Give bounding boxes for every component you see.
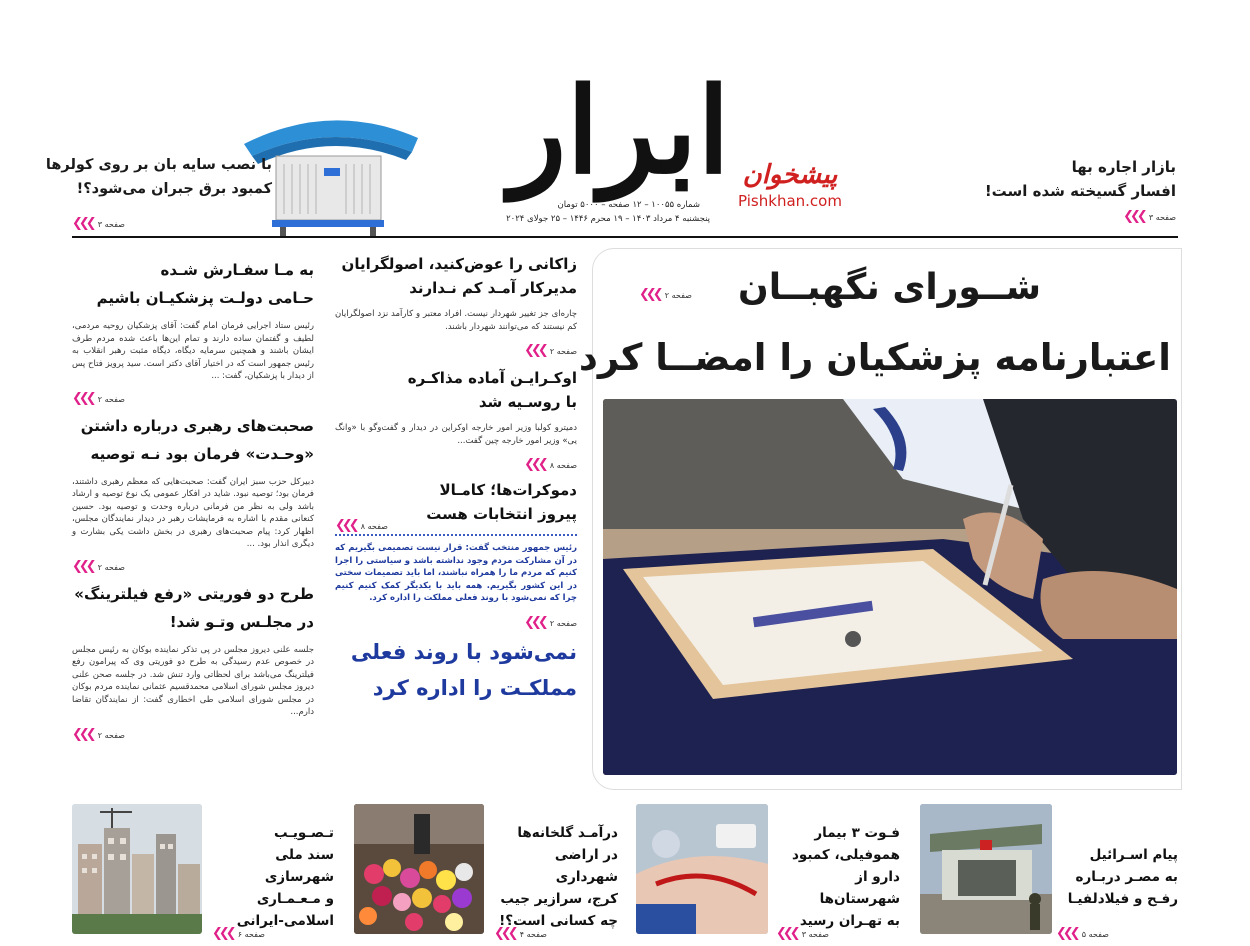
bottom-title: تـصـویـب	[273, 825, 334, 841]
bottom-title-block	[210, 822, 334, 932]
main-photo	[603, 399, 1177, 775]
page-reference: صفحه ۳ ❮❮❮	[776, 926, 829, 941]
issue-date: پنجشنبه ۴ مرداد ۱۴۰۳ – ۱۹ محرم ۱۴۴۶ – ۲۵ جولای ۲۰۲۴	[506, 214, 710, 224]
article-title: پیروز انتخابات هست	[426, 505, 577, 523]
chevron-icon: ❮❮❮	[72, 216, 93, 231]
issue-info: شماره ۱۰۰۵۵ – ۱۲ صفحه – ۵۰۰۰ تومان	[557, 200, 700, 210]
chevron-icon: ❮❮❮	[524, 457, 545, 472]
bottom-title: به مصـر دربـاره	[1075, 869, 1178, 885]
teaser-title: بازار اجاره بها	[1071, 158, 1176, 176]
article-text: جلسه علنی دیروز مجلس در پی تذکر نماینده بوکان به رئیس مجلس در خصوص عدم رسیدگی به طرح دو فوریتی وی که پیرامون رفع فیلترینگ می‌باشد برای لحظاتی وارد تنش شد. در جلسه صحن علنی دیروز مجلس شورای اسلامی محمدقسیم عثمانی نماینده مردم بوکان در مجلس شورای اسلامی طی اخطاری گفت: از نمایندگان تقاضا دارم...	[72, 644, 314, 717]
page-reference: صفحه ۵ ❮❮❮	[1056, 926, 1109, 941]
bottom-photo	[72, 804, 202, 934]
article[interactable]	[335, 366, 577, 472]
flowers-photo	[354, 804, 484, 934]
article-title: با روسـیه شد	[478, 393, 577, 411]
chevron-icon: ❮❮❮	[494, 926, 515, 941]
bottom-title: اسلامی-ایرانی	[236, 913, 334, 929]
page-reference: صفحه ۲ ❮❮❮	[639, 287, 692, 302]
chevron-icon: ❮❮❮	[1056, 926, 1077, 941]
page-reference: ❮❮❮ صفحه ۲	[72, 726, 125, 742]
masthead	[0, 0, 1250, 240]
bottom-title: فـوت ۳ بیمار	[814, 825, 900, 841]
article[interactable]	[72, 580, 314, 742]
chevron-icon: ❮❮❮	[72, 558, 93, 574]
article-title: حـامی دولـت پزشکیـان باشیم	[96, 289, 314, 307]
main-story[interactable]	[578, 248, 1182, 790]
newspaper-logo: ابرار	[509, 61, 730, 200]
bottom-title: و مـعـمـاری	[256, 891, 334, 907]
bottom-title: دارو از شهرستان‌ها	[819, 869, 900, 907]
bottom-title: سند ملی شهرسازی	[264, 847, 334, 885]
bottom-title: کرج، سرازیر جیب	[500, 891, 618, 907]
top-left-teaser[interactable]	[45, 153, 272, 201]
article-title: در مجلـس وتـو شد!	[169, 612, 314, 631]
page-reference: صفحه ۶ ❮❮❮	[212, 926, 265, 941]
bottom-title: چه کسانی است؟!	[499, 913, 618, 929]
bottom-title-block	[774, 822, 900, 932]
bottom-title: در اراضی شهرداری	[554, 847, 618, 885]
blood-test-photo	[636, 804, 768, 934]
watermark-en: Pishkhan.com	[738, 192, 842, 210]
bottom-photo	[636, 804, 768, 934]
teaser-title: کمبود برق جبران می‌شود؟!	[76, 181, 272, 197]
main-headline: شــورای نگهبــان	[738, 267, 1041, 308]
page-reference: صفحه ۳ ❮❮❮	[72, 216, 125, 231]
bottom-title: درآمـد گلخانه‌ها	[517, 825, 618, 841]
article-text: چاره‌ای جز تغییر شهردار نیست. افراد معتبر و کارآمد نزد اصولگرایان کم نیستند که می‌توانند شهردار باشند.	[335, 309, 577, 332]
article-text: دبیرکل حزب سبز ایران گفت: صحبت‌هایی که معظم رهبری داشتند، فرمان بود؛ توصیه نبود. شاید در افکار عمومی یک نوع توصیه و ارشاد باشد ولی به نظر من فرمانی درباره وحدت و توصیه بود. حسین کنعانی مقدم با اشاره به فرمایشات رهبر در دیدار نمایندگان مجلس، اظهار کرد: پیام صحبت‌های رهبری در بخش داشت یکی بشارت و دیگری انذار بود. ...	[72, 476, 314, 549]
chevron-icon: ❮❮❮	[776, 926, 797, 941]
article-title: «وحـدت» فرمان بود نـه توصیه	[90, 444, 314, 463]
top-right-teaser[interactable]	[966, 155, 1176, 224]
article[interactable]	[335, 252, 577, 358]
bottom-title: پیام اسـرائیل	[1089, 847, 1178, 863]
chevron-icon: ❮❮❮	[212, 926, 233, 941]
bottom-photo	[920, 804, 1052, 934]
chevron-icon: ❮❮❮	[72, 390, 93, 406]
bottom-story[interactable]	[354, 802, 618, 941]
watermark	[730, 158, 850, 210]
chevron-icon: ❮❮❮	[524, 343, 545, 358]
bottom-photo	[354, 804, 484, 934]
dotted-divider	[335, 534, 577, 536]
chevron-icon: ❮❮❮	[1123, 209, 1144, 224]
chevron-icon: ❮❮❮	[335, 518, 356, 533]
article[interactable]	[335, 478, 577, 533]
teaser-title: افسار گسیخته شده است!	[984, 182, 1176, 200]
page-reference: صفحه ۴ ❮❮❮	[494, 926, 547, 941]
page-reference: صفحه ۲ ❮❮❮	[524, 614, 577, 630]
middle-column	[335, 252, 577, 792]
left-column	[72, 256, 314, 792]
article-text: رئیس ستاد اجرایی فرمان امام گفت: آقای پزشکیان روحیه مردمی، لطیف و گفتمان ساده دارند و تمام این‌ها باعث شده مردم طرف ایشان باشند و همچنین سرمایه دیگاه، دیگاه مثبت رهبر انقلاب به رئیس جمهور است که در اختیار آقای دکتر است. سید پرویز فتاح پس از دیدار با پزشکیان، گفت: ...	[72, 321, 314, 381]
article[interactable]	[72, 256, 314, 406]
article-title: اوکـرایـن آماده مذاکـره	[407, 369, 577, 387]
bottom-title: رفـح و فیلادلفیـا	[1067, 891, 1178, 907]
article-title: طرح دو فوریتی «رفع فیلترینگ»	[74, 584, 314, 603]
bottom-story[interactable]	[920, 802, 1178, 941]
quote-text: رئیس جمهور منتخب گفت: قرار نیست تصمیمی بگیریم که در آن مشارکت مردم وجود نداشته باشد و سیاستی را اجرا کنیم که مردم ما را همراه نباشند، اما باید تصمیمات سختی در این کشور بگیریم. همه باید با یکدیگر کمک کنیم کنیم چرا که نمی‌شود با روند فعلی مملکت را اداره کرد.	[335, 543, 577, 603]
border-gate-photo	[920, 804, 1052, 934]
page-reference: ❮❮❮ صفحه ۲	[72, 390, 125, 406]
quote-headline: نمی‌شود با روند فعلی	[350, 639, 577, 664]
page-reference: صفحه ۳ ❮❮❮	[1123, 209, 1176, 224]
article[interactable]	[72, 412, 314, 574]
article-title: صحبت‌های رهبری درباره داشتن	[80, 416, 314, 435]
quote-box[interactable]	[335, 542, 577, 706]
article-title: زاکانی را عوض‌کنید، اصولگرایان	[341, 255, 577, 273]
bottom-story[interactable]	[72, 802, 334, 941]
quote-headline: مملکـت را اداره کرد	[372, 675, 577, 700]
watermark-fa: پیشخوان	[742, 160, 838, 190]
masthead-divider	[72, 236, 1178, 238]
chevron-icon: ❮❮❮	[639, 287, 660, 302]
article-title: دموکرات‌ها؛ کامـالا	[439, 481, 577, 499]
city-buildings-photo	[72, 804, 202, 934]
bottom-title-block	[490, 822, 618, 932]
page-reference: صفحه ۲ ❮❮❮	[524, 343, 577, 358]
bottom-title: به تهـران رسید	[799, 913, 900, 929]
bottom-title-block	[1058, 844, 1178, 910]
bottom-story[interactable]	[636, 802, 900, 941]
page-reference: ❮❮❮ صفحه ۲	[72, 558, 125, 574]
main-headline: اعتبارنامه پزشکیان را امضــا کرد	[578, 336, 1171, 379]
page-reference: صفحه ۸ ❮❮❮	[524, 457, 577, 472]
bottom-title: هموفیلی، کمبود	[791, 847, 900, 863]
page-reference: صفحه ۸ ❮❮❮	[335, 518, 388, 533]
article-title: مدیرکار آمـد کم نـدارند	[409, 279, 577, 297]
signing-photo	[603, 399, 1177, 775]
article-title: به مـا سفـارش شـده	[160, 261, 314, 279]
chevron-icon: ❮❮❮	[524, 614, 545, 630]
chevron-icon: ❮❮❮	[72, 726, 93, 742]
article-text: دمیترو کولبا وزیر امور خارجه اوکراین در دیدار و گفت‌وگو با «وانگ یی» وزیر امور خارجه چین گفت...	[335, 423, 577, 446]
teaser-title: با نصب سایه بان بر روی کولرها	[45, 157, 272, 173]
